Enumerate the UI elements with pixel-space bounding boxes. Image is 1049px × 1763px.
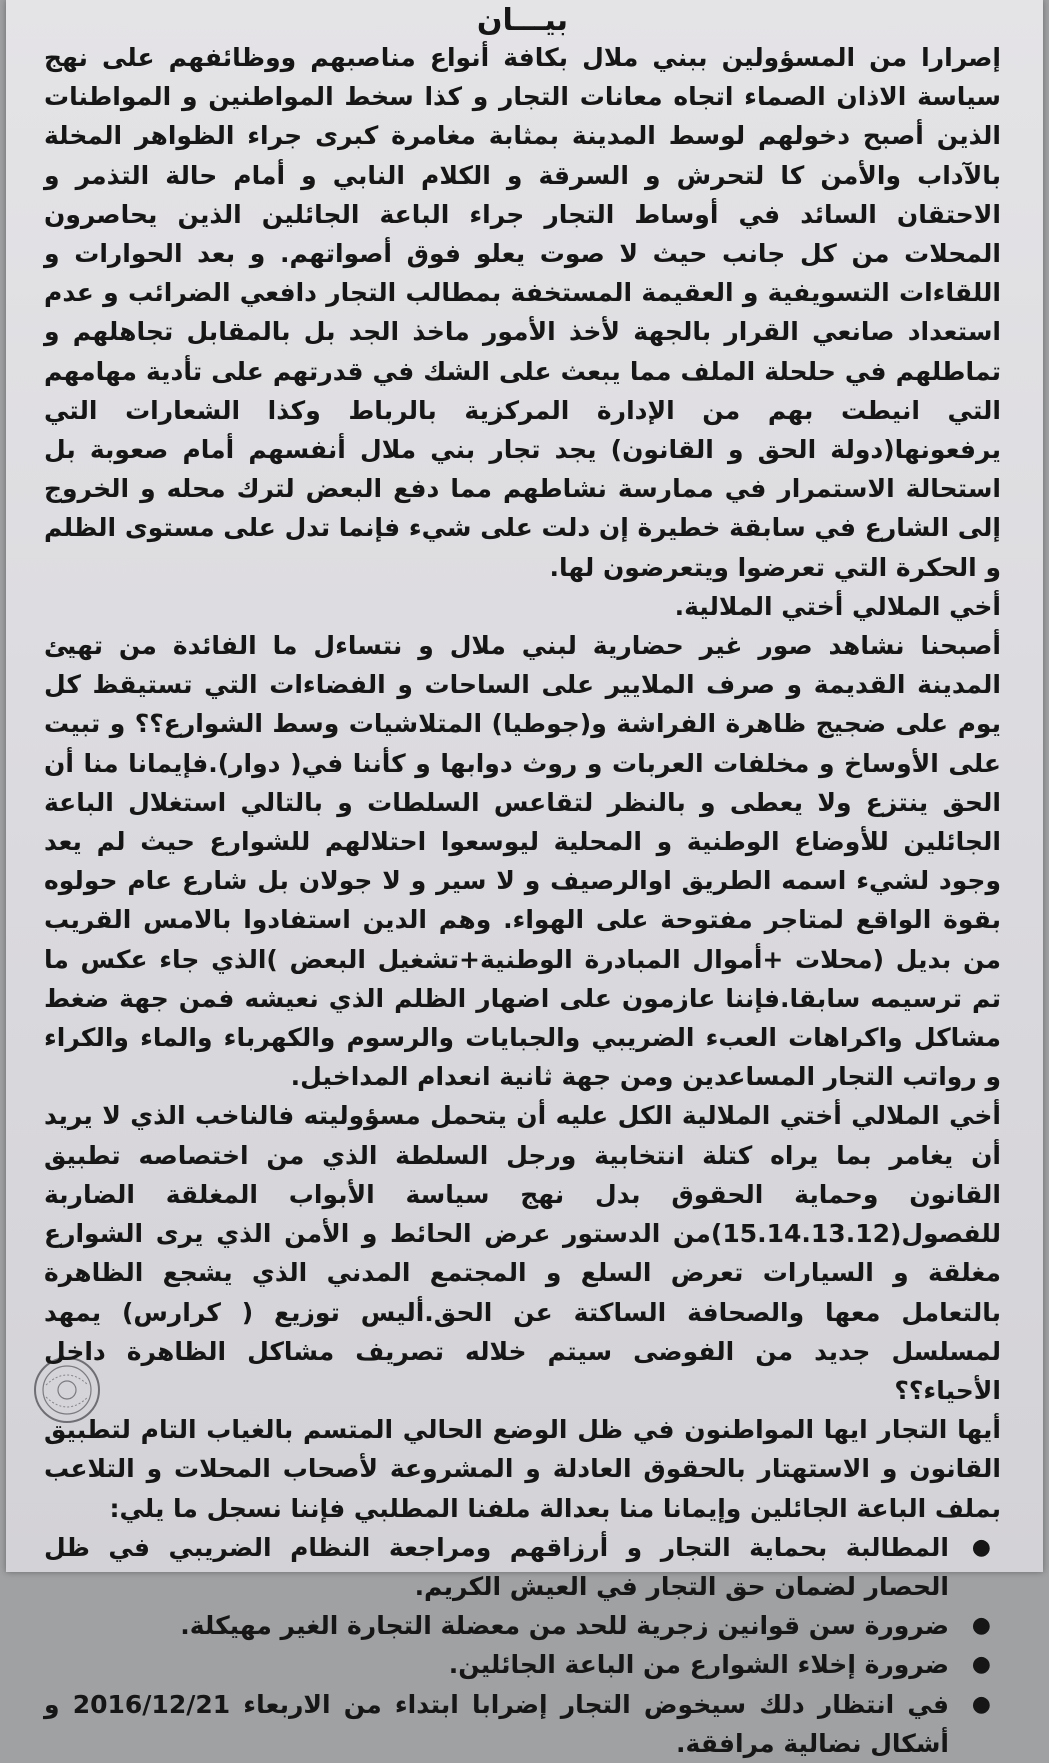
- demand-item: [44, 1528, 991, 1606]
- statement-content: [44, 4, 1001, 1763]
- demand-item: [44, 1685, 991, 1763]
- demand-item: [44, 1645, 991, 1684]
- bullet-icon: ●: [971, 1652, 991, 1678]
- demand-text: ضرورة سن قوانين زجرية للحد من معضلة التجارة الغير مهيكلة.: [180, 1611, 949, 1641]
- bullet-icon: ●: [971, 1613, 991, 1639]
- paragraph-intro: إصرارا من المسؤولين ببني ملال بكافة أنواع مناصبهم ووظائفهم على نهج سياسة الاذان الصماء اتجاه معانات التجار و كذا سخط المواطنين و المواطنات الذين أصبح دخولهم لوسط المدينة بمثابة مغامرة كبرى جراء الظواهر المخلة بالآداب والأمن كا لتحرش و السرقة و الكلام النابي و أمام حالة التذمر و الاحتقان السائد في أوساط التجار جراء الباعة الجائلين الذين يحاصرون المحلات من كل جانب حيث لا صوت يعلو فوق أصواتهم. و بعد الحوارات و اللقاءات التسويفية و العقيمة المستخفة بمطالب التجار دافعي الضرائب و عدم استعداد صانعي القرار بالجهة لأخذ الأمور ماخذ الجد بل بالمقابل تجاهلهم و تماطلهم في حلحلة الملف مما يبعث على الشك في قدرتهم على تأدية مهامهم التي انيطت بهم من الإدارة المركزية بالرباط وكذا الشعارات التي يرفعونها(دولة الحق و القانون) يجد تجار بني ملال أنفسهم أمام صعوبة بل استحالة الاستمرار في ممارسة نشاطهم مما دفع البعض لترك محله و الخروج إلى الشارع في سابقة خطيرة إن دلت على شيء فإنما تدل على مستوى الظلم و الحكرة التي تعرضوا ويتعرضون لها.: [44, 43, 1001, 582]
- statement-title: بيـــان: [476, 3, 569, 38]
- bullet-icon: ●: [971, 1691, 991, 1717]
- demand-item: [44, 1606, 991, 1645]
- paragraph-situation: أصبحنا نشاهد صور غير حضارية لبني ملال و نتساءل ما الفائدة من تهيئ المدينة القديمة و صرف الملايير على الساحات و الفضاءات التي تستيقظ كل يوم على ضجيج ظاهرة الفراشة و(جوطيا) المتلاشيات وسط الشوارع؟؟ و تبيت على الأوساخ و مخلفات العربات و روث دوابها و كأننا في( دوار).فإيمانا منا أن الحق ينتزع ولا يعطى و بالنظر لتقاعس السلطات و بالتالي استغلال الباعة الجائلين للأوضاع الوطنية و المحلية ليوسعوا احتلالهم للشوارع حيث لم يعد وجود لشيء اسمه الطريق اوالرصيف و لا سير و لا جولان بل شارع عام حولوه بقوة الواقع لمتاجر مفتوحة على الهواء. وهم الدين استفادوا بالامس القريب من بديل (محلات +أموال المبادرة الوطنية+تشغيل البعض )الذي جاء عكس ما تم ترسيمه سابقا.فإننا عازمون على اضهار الظلم الذي نعيشه فمن جهة ضغط مشاكل واكراهات العبء الضريبي والجبايات والرسوم والكهرباء والماء والكراء و رواتب التجار المساعدين ومن جهة ثانية انعدام المداخيل.: [44, 631, 1001, 1092]
- demand-text: في انتظار دلك سيخوض التجار إضرابا ابتداء من الاربعاء 2016/12/21 و أشكال نضالية مرافقة.: [44, 1689, 949, 1758]
- demand-text: المطالبة بحماية التجار و أرزاقهم ومراجعة النظام الضريبي في ظل الحصار لضمان حق التجار في العيش الكريم.: [44, 1532, 949, 1601]
- statement-body: [44, 38, 1001, 1528]
- paragraph-call: أيها التجار ايها المواطنون في ظل الوضع الحالي المتسم بالغياب التام لتطبيق القانون و الاستهتار بالحقوق العادلة و المشروعة لأصحاب المحلات و التلاعب بملف الباعة الجائلين وإيمانا منا بعدالة ملفنا المطلبي فإننا نسجل ما يلي:: [44, 1415, 1001, 1523]
- document-sheet: [6, 0, 1043, 1758]
- paragraph-address-1: أخي الملالي أختي الملالية.: [674, 591, 1001, 621]
- demand-text: ضرورة إخلاء الشوارع من الباعة الجائلين.: [448, 1650, 949, 1680]
- demands-list: [44, 1528, 1001, 1763]
- paragraph-responsibility: أخي الملالي أختي الملالية الكل عليه أن يتحمل مسؤوليته فالناخب الذي لا يريد أن يغامر بما يراه كتلة انتخابية ورجل السلطة الذي من اختصاصه تطبيق القانون وحماية الحقوق بدل نهج سياسة الأبواب المغلقة الضاربة للفصول(15.14.13.12)من الدستور عرض الحائط و الأمن الذي يرى الشوارع مغلقة و السيارات تعرض السلع و المجتمع المدني الذي يشجع الظاهرة بالتعامل معها والصحافة الساكتة عن الحق.أليس توزيع ( كرارس) يمهد لمسلسل جديد من الفوضى سيتم خلاله تصريف مشاكل الظاهرة داخل الأحياء؟؟: [44, 1101, 1001, 1405]
- bullet-icon: ●: [971, 1534, 991, 1560]
